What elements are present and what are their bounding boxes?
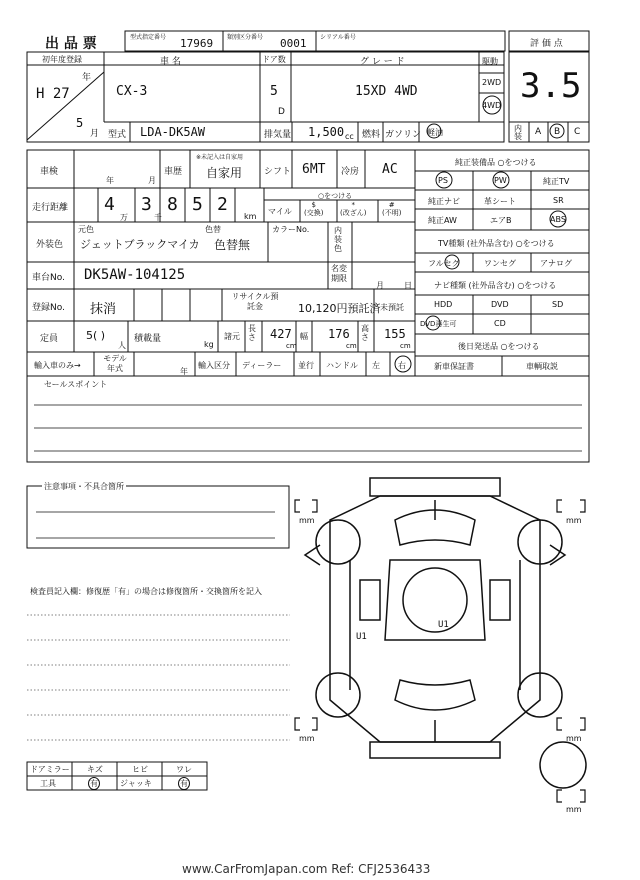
color-label: 外装色 [36, 240, 64, 250]
mm-label: mm [299, 516, 315, 525]
shift-value: 6MT [302, 162, 326, 177]
model-year-label: モデル年式 [103, 354, 127, 373]
equip-tv: 純正TV [543, 177, 570, 186]
mileage-digit: 3 [141, 194, 152, 215]
type-number: 17969 [180, 37, 214, 50]
later-warranty: 新車保証書 [434, 362, 474, 371]
width-value: 176 [328, 327, 350, 341]
mileage-digit: 4 [104, 194, 115, 215]
navi-dvd: DVD [491, 300, 509, 309]
mileage-check-note: ○をつける [318, 192, 353, 200]
serial-label: シリアル番号 [320, 34, 356, 41]
interior-color-label: 内装色 [334, 226, 342, 253]
fuel-label: 燃料 [362, 130, 381, 140]
history-value: 自家用 [206, 166, 243, 180]
registration-value: 抹消 [90, 302, 117, 317]
interior-c: C [574, 127, 581, 137]
recycle-none: 未預託 [380, 303, 404, 312]
equip-ps: PS [438, 176, 448, 185]
tools-value: 有 [90, 779, 98, 788]
color-value: ジェットブラックマイカ [80, 238, 200, 251]
equip-aw: 純正AW [428, 216, 457, 225]
history-note: ※未記入は自家用 [196, 154, 244, 161]
chassis-label: 車台No. [32, 273, 65, 283]
mm-label: mm [299, 734, 315, 743]
damage-code-right: U1 [438, 620, 449, 630]
jack-value: 有 [180, 779, 188, 788]
equip-sunroof: SR [553, 196, 564, 205]
equip-airbag: エアB [490, 216, 512, 225]
inspection-label: 車検 [40, 167, 59, 177]
color-change-value: 色替無 [214, 238, 251, 252]
fuel-gasoline: ガソリン [385, 130, 422, 140]
model-label: 型式 [108, 130, 127, 140]
class-label: 類別区分番号 [227, 34, 264, 41]
interior-b: B [554, 127, 561, 137]
drive-2wd: 2WD [482, 78, 502, 87]
drive-label: 駆動 [482, 57, 498, 66]
import-label: 輸入車のみ→ [34, 361, 81, 370]
later-label: 後日発送品 ○をつける [458, 342, 540, 351]
reg-era: H 27 [36, 86, 70, 102]
capacity-value: 5( ) [86, 329, 106, 342]
month-unit: 月 [90, 129, 100, 139]
evaluation-score: 3.5 [520, 66, 582, 106]
length-label: 長さ [248, 324, 256, 342]
door-suffix: D [278, 107, 285, 117]
handle-right: 右 [398, 361, 406, 370]
missing-scratch: キズ [87, 765, 103, 774]
reg-month: 5 [76, 116, 84, 130]
import-class-label: 輸入区分 [198, 361, 230, 370]
grade-label: グ レ ー ド [360, 57, 405, 67]
orig-color-label: 元色 [78, 225, 94, 234]
ac-label: 冷房 [341, 167, 360, 177]
recycle-label: リサイクル預託金 [231, 292, 279, 311]
missing-break: ワレ [176, 765, 192, 774]
mm-label: mm [566, 516, 582, 525]
navi-cd: CD [494, 319, 506, 328]
score-label: 評 価 点 [530, 39, 563, 49]
mm-label: mm [566, 805, 582, 814]
navi-sd: SD [552, 300, 564, 309]
mileage-digit: 2 [217, 194, 228, 215]
person-unit: 人 [118, 341, 126, 350]
mileage-unknown: # (不明) [382, 201, 402, 217]
height-value: 155 [384, 327, 406, 341]
damage-code-left: U1 [356, 632, 367, 642]
history-label: 車歴 [164, 167, 183, 177]
doors-value: 5 [270, 84, 278, 99]
tv-label: TV種類 (社外品含む) ○をつける [438, 239, 555, 248]
rename-day: 日 [404, 281, 412, 290]
length-value: 427 [270, 327, 292, 341]
insp-month-unit: 月 [148, 176, 156, 185]
navi-dvd-play: DVD再生可 [420, 320, 457, 328]
tv-analog: アナログ [540, 259, 572, 268]
sen-unit: 千 [154, 213, 162, 222]
oem-label: 純正装備品 ○をつける [455, 158, 537, 167]
first-reg-label: 初年度登録 [42, 55, 82, 64]
import-parallel: 並行 [298, 361, 314, 370]
man-unit: 万 [120, 213, 128, 222]
mileage-modified: * (改ざん) [340, 201, 367, 217]
mileage-label: 走行距離 [32, 203, 69, 213]
cc-unit: cc [345, 132, 354, 141]
doors-label: ドア数 [262, 55, 286, 64]
later-manual: 車輌取説 [526, 362, 558, 371]
handle-left: 左 [372, 361, 380, 370]
model-year-unit: 年 [180, 367, 188, 376]
color-code-label: カラーNo. [272, 225, 310, 234]
interior-label: 内装 [514, 124, 522, 141]
car-name-label: 車 名 [160, 57, 181, 67]
car-name: CX-3 [116, 84, 148, 99]
missing-crack: ヒビ [132, 765, 148, 774]
mileage-swap: $ (交換) [304, 201, 324, 217]
navi-hdd: HDD [434, 300, 453, 309]
registration-label: 登録No. [32, 303, 65, 313]
shift-label: シフト [264, 167, 292, 177]
rename-month: 月 [376, 281, 384, 290]
rename-label: 名変期限 [331, 264, 347, 283]
form-title: 出 品 票 [45, 36, 97, 52]
chassis-value: DK5AW-104125 [84, 267, 186, 283]
sales-point-label: セールスポイント [44, 380, 108, 389]
displacement-label: 排気量 [264, 130, 292, 140]
kg-unit: kg [204, 340, 214, 349]
cm-unit: cm [286, 342, 297, 350]
equip-pw: PW [494, 176, 507, 185]
tv-oneseg: ワンセグ [484, 259, 516, 268]
tv-fullseg: フルセグ [428, 259, 460, 268]
import-dealer: ディーラー [242, 361, 282, 370]
km-unit: km [244, 212, 257, 221]
mileage-digit: 5 [192, 194, 203, 215]
load-label: 積載量 [134, 334, 162, 344]
type-label: 型式指定番号 [130, 34, 167, 41]
mileage-digit: 8 [167, 194, 178, 215]
equip-navi: 純正ナビ [428, 197, 460, 206]
tools-label: 工具 [40, 779, 56, 788]
year-unit: 年 [82, 73, 92, 83]
missing-mirror: ドアミラー [30, 765, 70, 774]
equip-leather: 革シート [484, 197, 516, 206]
class-number: 0001 [280, 37, 307, 50]
dims-label: 諸元 [224, 332, 240, 341]
insp-year-unit: 年 [106, 176, 114, 185]
color-change-label: 色替 [205, 225, 221, 234]
car-diagram [305, 478, 586, 788]
recycle-value: 10,120円預託済 [298, 302, 381, 315]
cm-unit: cm [346, 342, 357, 350]
drive-4wd: 4WD [482, 101, 502, 110]
mm-label: mm [566, 734, 582, 743]
height-label: 高さ [361, 324, 369, 342]
model-code: LDA-DK5AW [140, 125, 206, 139]
handle-label: ハンドル [326, 361, 358, 370]
inspector-label: 検査員記入欄：修復歴「有」の場合は修復箇所・交換箇所を記入 [30, 587, 262, 596]
navi-label: ナビ種類 (社外品含む) ○をつける [434, 281, 557, 290]
width-label: 幅 [300, 332, 308, 341]
fuel-diesel: 軽油 [427, 128, 443, 137]
interior-a: A [535, 127, 542, 137]
displacement-value: 1,500 [308, 125, 345, 139]
footer-ref: www.CarFromJapan.com Ref: CFJ2536433 [182, 862, 431, 876]
ac-value: AC [382, 162, 398, 177]
cm-unit: cm [400, 342, 411, 350]
mile-label: マイル [268, 207, 292, 216]
notes-label: 注意事項・不具合箇所 [44, 482, 124, 491]
capacity-label: 定員 [40, 334, 59, 344]
grade-value: 15XD 4WD [355, 84, 418, 99]
equip-abs: ABS [550, 215, 566, 224]
jack-label: ジャッキ [120, 779, 152, 788]
